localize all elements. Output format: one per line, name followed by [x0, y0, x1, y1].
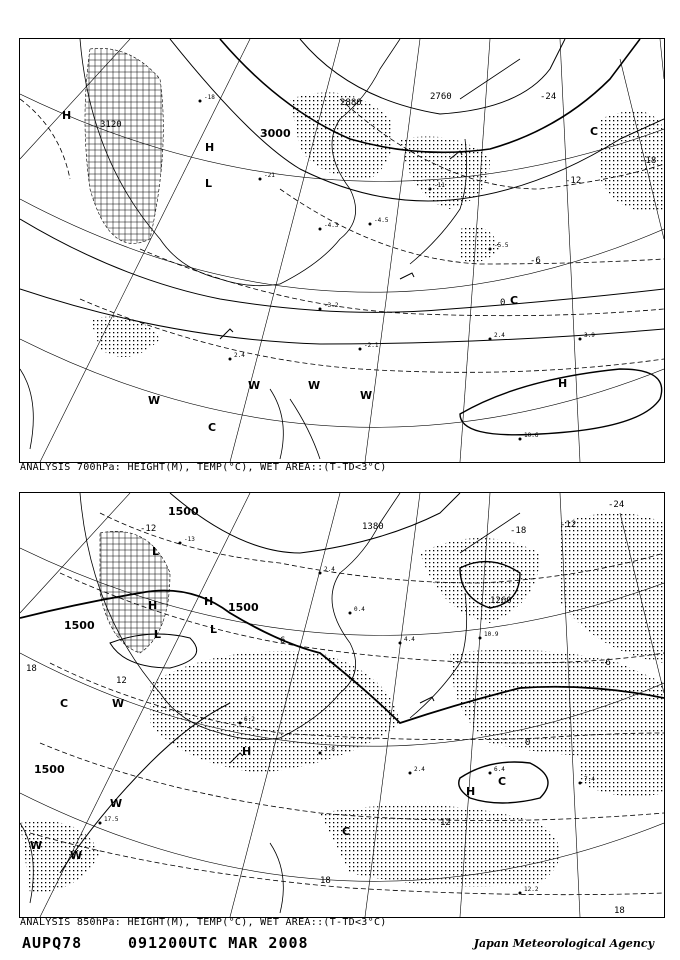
warm-center-label: H [62, 109, 72, 122]
svg-text:2.4: 2.4 [414, 766, 425, 773]
svg-text:-4.3: -4.3 [324, 222, 339, 229]
svg-text:-5.5: -5.5 [494, 242, 509, 249]
height-label-2880: 2880 [340, 98, 362, 108]
temp-label-minus12: -12 [560, 520, 577, 530]
temp-label-18-west: 18 [26, 664, 37, 674]
svg-text:6.4: 6.4 [494, 766, 505, 773]
wind-barb-icon [400, 273, 414, 279]
svg-text:-18: -18 [204, 94, 215, 101]
height-label-2760: 2760 [430, 92, 452, 102]
height-label-3120: 3120 [100, 120, 122, 130]
height-label-1380: 1380 [362, 522, 384, 532]
temp-label-0: 0 [500, 298, 506, 308]
map-700hpa-svg [20, 39, 664, 462]
svg-text:2.4: 2.4 [494, 332, 505, 339]
temp-label-minus12-west: -12 [140, 524, 157, 534]
height-label-1260: 1260 [490, 596, 512, 606]
temp-label-minus6: -6 [600, 658, 611, 668]
warm-center-label: W [112, 697, 125, 710]
svg-text:6.2: 6.2 [244, 716, 255, 723]
temp-label-6: 6 [280, 636, 286, 646]
cold-center-label: C [208, 421, 217, 434]
temp-label-0: 0 [525, 738, 531, 748]
warm-center-label: W [110, 797, 123, 810]
svg-text:2.4: 2.4 [234, 352, 245, 359]
chart-code: AUPQ78 [22, 934, 83, 952]
station-plot-icon [489, 766, 506, 775]
high-center-label: H [205, 141, 215, 154]
warm-center-label: W [70, 849, 83, 862]
cold-center-label: C [60, 697, 69, 710]
svg-text:2.4: 2.4 [324, 566, 335, 573]
map-panel-700hpa [19, 38, 665, 463]
station-plot-icon [349, 606, 366, 615]
height-label-1500: 1500 [64, 619, 95, 632]
station-plot-icon [319, 222, 339, 231]
station-plot-icon [259, 172, 276, 181]
svg-text:10.9: 10.9 [484, 631, 499, 638]
temp-label-minus18: -18 [640, 156, 657, 166]
high-center-label: H [148, 599, 158, 612]
svg-text:-4.5: -4.5 [374, 217, 389, 224]
station-plot-icon [369, 217, 389, 226]
temp-label-18: 18 [320, 876, 331, 886]
station-plot-icon [179, 536, 196, 545]
svg-text:3.8: 3.8 [324, 746, 335, 753]
warm-center-label: W [360, 389, 373, 402]
valid-time: 091200UTC MAR 2008 [128, 934, 309, 952]
low-center-label: L [154, 628, 162, 641]
warm-center-label: W [30, 839, 43, 852]
temp-label-12-west: 12 [116, 676, 127, 686]
svg-text:7.4: 7.4 [584, 776, 595, 783]
svg-text:-3.2: -3.2 [324, 302, 339, 309]
temp-label-minus12: -12 [565, 176, 582, 186]
cold-center-label: C [590, 125, 599, 138]
station-plot-icon [479, 631, 499, 640]
caption-850hpa: ANALYSIS 850hPa: HEIGHT(M), TEMP(°C), WET AREA::(T-TD<3°C) [20, 917, 387, 928]
warm-center-label: W [148, 394, 161, 407]
caption-700hpa: ANALYSIS 700hPa: HEIGHT(M), TEMP(°C), WET AREA::(T-TD<3°C) [20, 462, 387, 473]
low-center-label: L [210, 623, 218, 636]
warm-center-label: W [308, 379, 321, 392]
station-plot-icon [579, 332, 596, 341]
svg-text:17.5: 17.5 [104, 816, 119, 823]
map-panel-850hpa [19, 492, 665, 918]
svg-text:-13: -13 [184, 536, 195, 543]
svg-text:-2.1: -2.1 [364, 342, 379, 349]
station-plot-icon [359, 342, 379, 351]
temp-label-minus18: -18 [510, 526, 527, 536]
temp-label-12: 12 [440, 818, 451, 828]
warm-center-label: W [248, 379, 261, 392]
svg-text:-21: -21 [264, 172, 275, 179]
height-label-1500: 1500 [34, 763, 65, 776]
svg-text:10.6: 10.6 [524, 432, 539, 439]
agency-name: Japan Meteorological Agency [473, 937, 654, 950]
high-center-label: H [466, 785, 476, 798]
svg-text:4.4: 4.4 [404, 636, 415, 643]
station-plot-icon [229, 352, 246, 361]
temp-label-18-east: 18 [614, 906, 625, 916]
station-plot-icon [519, 432, 539, 441]
svg-text:0.4: 0.4 [354, 606, 365, 613]
high-center-label: H [204, 595, 214, 608]
svg-text:-11: -11 [434, 182, 445, 189]
temp-label-minus24: -24 [540, 92, 557, 102]
temp-label-minus6: -6 [530, 256, 541, 266]
station-plot-icon [409, 766, 426, 775]
height-label-1500: 1500 [228, 601, 259, 614]
temp-label-minus24: -24 [608, 500, 625, 510]
station-plot-icon [199, 94, 216, 103]
station-plot-icon [519, 886, 539, 895]
cold-center-label: C [342, 825, 351, 838]
svg-text:3.9: 3.9 [584, 332, 595, 339]
low-center-label: L [205, 177, 213, 190]
station-plot-icon [319, 302, 339, 311]
cold-center-label: C [498, 775, 507, 788]
height-label-3000: 3000 [260, 127, 291, 140]
low-center-label: L [152, 545, 160, 558]
height-label-1500: 1500 [168, 505, 199, 518]
high-center-label: H [558, 377, 568, 390]
map-850hpa-svg [20, 493, 664, 917]
high-center-label: H [242, 745, 252, 758]
svg-text:12.2: 12.2 [524, 886, 539, 893]
cold-center-label: C [510, 294, 519, 307]
